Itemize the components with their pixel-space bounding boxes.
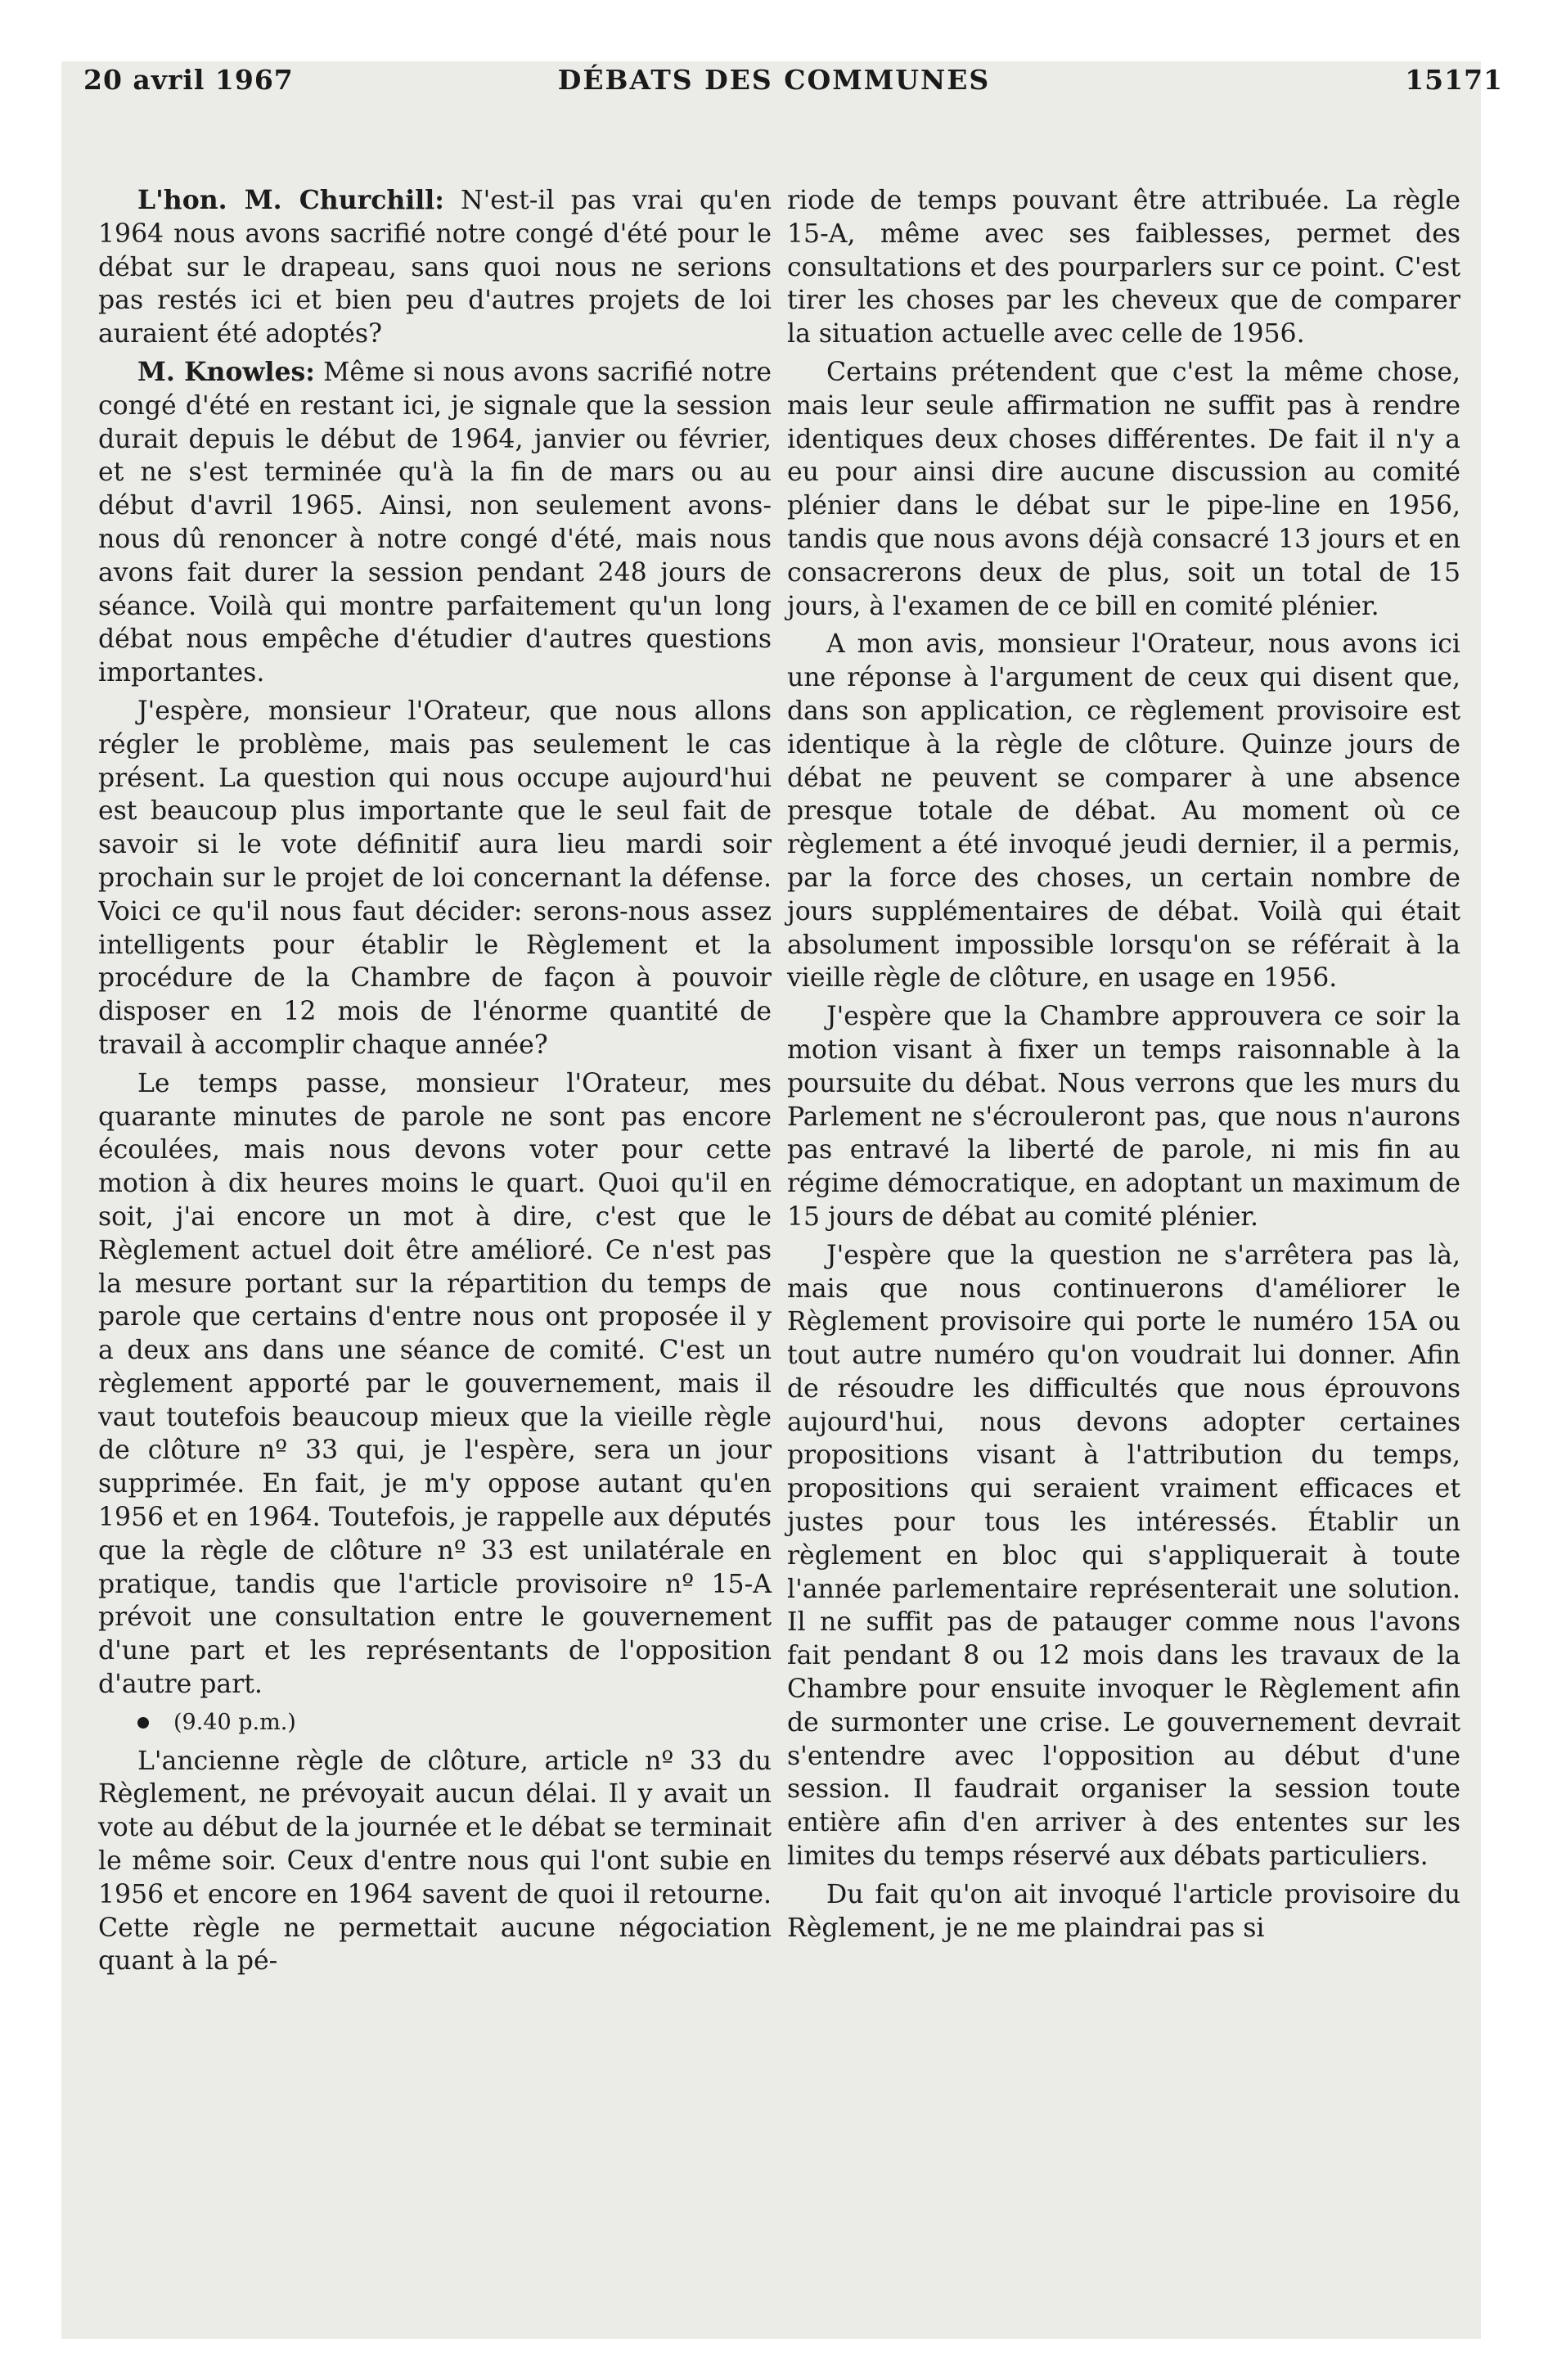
- speaker-name: L'hon. M. Churchill:: [137, 185, 444, 215]
- left-column: [98, 184, 772, 1983]
- paragraph-text: Le temps passe, monsieur l'Orateur, mes quarante minutes de parole ne sont pas encore écoulées, mais nous devons voter pour cette motion à dix heures moins le quart. Quoi qu'il en soit, j'ai encore un mot à dire, c'est que le Règlement actuel doit être amélioré. Ce n'est pas la mesure portant sur la répartition du temps de parole que certains d'entre nous ont proposée il y a deux ans dans une séance de comité. C'est un règlement apporté par le gouvernement, mais il vaut toutefois beaucoup mieux que la vieille règle de clôture nº 33 qui, je l'espère, sera un jour supprimée. En fait, je m'y oppose autant qu'en 1956 et en 1964. Toutefois, je rappelle aux députés que la règle de clôture nº 33 est unilatérale en pratique, tandis que l'article provisoire nº 15-A prévoit une consultation entre le gouvernement d'une part et les représentants de l'opposition d'autre part.: [98, 1068, 772, 1700]
- page-number: 15171: [1405, 64, 1503, 96]
- bullet-icon: [137, 1717, 149, 1729]
- paragraph: [98, 356, 772, 690]
- paragraph: J'espère que la Chambre approuvera ce soir la motion visant à fixer un temps raisonnable à la poursuite du débat. Nous verrons que les murs du Parlement ne s'écrouleront pas, que nous n'aurons pas entravé la liberté de parole, ni mis fin au régime démocratique, en adoptant un maximum de 15 jours de débat au comité plénier.: [787, 1002, 1460, 1232]
- paragraph: [98, 1067, 772, 1702]
- paragraph: Certains prétendent que c'est la même chose, mais leur seule affirmation ne suffit pas à rendre identiques deux choses différentes. De fait il n'y a eu pour ainsi dire aucune discussion au comité plénier dans le débat sur le pipe-line en 1956, tandis que nous avons déjà consacré 13 jours et en consacrerons deux de plus, soit un total de 15 jours, à l'examen de ce bill en comité plénier.: [787, 357, 1460, 621]
- page-title: DÉBATS DES COMMUNES: [557, 64, 991, 96]
- paragraph: [98, 695, 772, 1062]
- paragraph-text: N'est-il pas vrai qu'en 1964 nous avons sacrifié notre congé d'été pour le débat sur le drapeau, sans quoi nous ne serions pas restés ici et bien peu d'autres projets de loi auraient été adoptés?: [98, 186, 772, 349]
- paragraph-text: Même si nous avons sacrifié notre congé d'été en restant ici, je signale que la session durait depuis le début de 1964, janvier ou février, et ne s'est terminée qu'à la fin de mars ou au début d'avril 1965. Ainsi, non seulement avons-nous dû renoncer à notre congé d'été, mais nous avons fait durer la session pendant 248 jours de séance. Voilà qui montre parfaitement qu'un long débat nous empêche d'étudier d'autres questions importantes.: [98, 357, 772, 688]
- speaker-name: M. Knowles:: [137, 356, 315, 387]
- paragraph-text: L'ancienne règle de clôture, article nº 33 du Règlement, ne prévoyait aucun délai. Il y avait un vote au début de la journée et le débat se terminait le même soir. Ceux d'entre nous qui l'ont subie en 1956 et encore en 1964 savent de quoi il retourne. Cette règle ne permettait aucune négociation quant à la pé-: [98, 1746, 772, 1977]
- paragraph: [98, 184, 772, 351]
- paragraph-text: J'espère, monsieur l'Orateur, que nous allons régler le problème, mais pas seulement le cas présent. La question qui nous occupe aujourd'hui est beaucoup plus importante que le seul fait de savoir si le vote définitif aura lieu mardi soir prochain sur le projet de loi concernant la défense. Voici ce qu'il nous faut décider: serons-nous assez intelligents pour établir le Règlement et la procédure de la Chambre de façon à pouvoir disposer en 12 mois de l'énorme quantité de travail à accomplir chaque année?: [98, 696, 772, 1060]
- paragraph: A mon avis, monsieur l'Orateur, nous avons ici une réponse à l'argument de ceux qui disent que, dans son application, ce règlement provisoire est identique à la règle de clôture. Quinze jours de débat ne peuvent se comparer à une absence presque totale de débat. Au moment où ce règlement a été invoqué jeudi dernier, il a permis, par la force des choses, un certain nombre de jours supplémentaires de débat. Voilà qui était absolument impossible lorsqu'on se référait à la vieille règle de clôture, en usage en 1956.: [787, 629, 1460, 994]
- time-marker-text: (9.40 p.m.): [173, 1709, 296, 1735]
- time-marker: [98, 1706, 772, 1740]
- paragraph: J'espère que la question ne s'arrêtera pas là, mais que nous continuerons d'améliorer le Règlement provisoire qui porte le numéro 15A ou tout autre numéro qu'on voudrait lui donner. Afin de résoudre les difficultés que nous éprouvons aujourd'hui, nous devons adopter certaines propositions visant à l'attribution du temps, propositions qui seraient vraiment efficaces et justes pour tous les intéressés. Établir un règlement en bloc qui s'appliquerait à toute l'année parlementaire représenterait une solution. Il ne suffit pas de patauger comme nous l'avons fait pendant 8 ou 12 mois dans les travaux de la Chambre pour ensuite invoquer le Règlement afin de surmonter une crise. Le gouvernement devrait s'entendre avec l'opposition au début d'une session. Il faudrait organiser la session toute entière afin d'en arriver à des ententes sur les limites du temps réservé aux débats particuliers.: [787, 1240, 1460, 1872]
- paragraph: Du fait qu'on ait invoqué l'article provisoire du Règlement, je ne me plaindrai pas si: [787, 1879, 1460, 1943]
- right-column: [787, 184, 1460, 1950]
- paragraph: riode de temps pouvant être attribuée. La règle 15-A, même avec ses faiblesses, permet des consultations et des pourparlers sur ce point. C'est tirer les choses par les cheveux que de comparer la situation actuelle avec celle de 1956.: [787, 186, 1460, 349]
- paragraph: [98, 1745, 772, 1979]
- page-date: 20 avril 1967: [83, 64, 294, 96]
